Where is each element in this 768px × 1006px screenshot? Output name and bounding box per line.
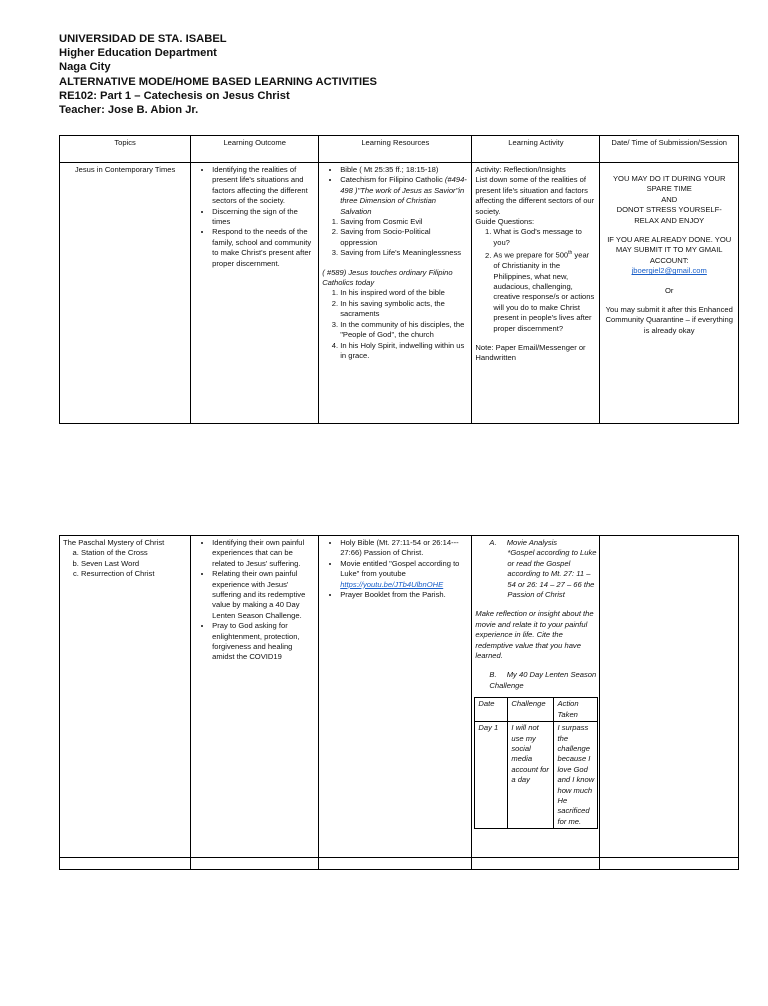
list-item: • Pray to God asking for enlightenment, protection, forgiveness and healing amidst the COVID19: [212, 621, 315, 663]
activity-a: [475, 538, 598, 548]
teacher-name: Teacher: Jose B. Abion Jr.: [59, 104, 199, 117]
list-item: 2. Saving from Socio-Political oppression: [340, 227, 468, 248]
list-item: [493, 248, 596, 334]
list-item: 1. What is God's message to you?: [493, 227, 596, 248]
lenten-challenge-table: [474, 697, 598, 829]
challenge-action: I surpass the challenge because I love God and I know how much He sacrificed for me.: [554, 722, 598, 829]
city-name: Naga City: [59, 61, 111, 74]
challenge-day: Day 1: [475, 722, 508, 829]
list-item: 1. In his inspired word of the bible: [340, 288, 468, 298]
activity-b: [475, 670, 598, 691]
superscript: th: [568, 250, 573, 257]
question-text: year of Christianity in the Philippines, what new, audacious, challenging, creative response/s or actions will you do to make Christ present in people's lives after proper discernment?: [493, 250, 595, 333]
challenge-text: I will not use my social media account for a day: [508, 722, 554, 829]
empty-cell: [472, 858, 600, 870]
challenge-header-challenge: Challenge: [508, 698, 554, 722]
submission-or: Or: [665, 285, 674, 295]
activity-note: Note: Paper Email/Messenger or Handwritten: [475, 343, 586, 363]
reflection-text: Make reflection or insight about the movie and relate it to your painful experience in life. Cite the redemptive value that you have learned.: [475, 609, 594, 661]
list-item: c. Resurrection of Christ: [81, 569, 187, 579]
table-row: [475, 698, 598, 722]
youtube-link[interactable]: https://youtu.be/JTb4UlbnOHE: [340, 579, 444, 589]
activities-table-1: [59, 135, 739, 424]
submission-text: DONOT STRESS YOURSELF- RELAX AND ENJOY: [616, 205, 722, 225]
table-row: [60, 163, 739, 424]
list-item: b. Seven Last Word: [81, 559, 187, 569]
outcome-cell: [191, 536, 319, 858]
topic-text: The Paschal Mystery of Christ: [63, 538, 165, 547]
list-item: 4. In his Holy Spirit, indwelling within us in grace.: [340, 341, 468, 362]
list-item: 3. In the community of his disciples, the "People of God", the church: [340, 320, 468, 341]
list-item: [340, 559, 468, 590]
list-item: 2. In his saving symbolic acts, the sacraments: [340, 299, 468, 320]
empty-cell: [191, 858, 319, 870]
list-item: • Identifying the realities of present life's situations and factors affecting the different sectors of the society.: [212, 165, 315, 207]
list-item: • Identifying their own painful experiences that can be related to Jesus' suffering.: [212, 538, 315, 569]
document-header: [59, 32, 739, 117]
list-item: • Discerning the sign of the times: [212, 207, 315, 228]
topic-cell: [60, 163, 191, 424]
submission-cell: [600, 536, 739, 858]
lenten-challenge-title: My 40 Day Lenten Season Challenge: [489, 670, 597, 690]
submission-cell: [600, 163, 739, 424]
department-name: Higher Education Department: [59, 47, 217, 60]
header-learning-activity: Learning Activity: [472, 136, 600, 163]
resources-cell: [319, 536, 472, 858]
header-topics: Topics: [60, 136, 191, 163]
list-item: [340, 175, 468, 217]
submission-text: AND: [661, 194, 678, 204]
table-row: [60, 858, 739, 870]
activity-title: Activity: Reflection/Insights: [475, 165, 566, 174]
table-header-row: [60, 136, 739, 163]
email-link[interactable]: jboergiel2@gmail.com: [631, 266, 707, 276]
movie-analysis-desc: *Gospel according to Luke or read the Gospel according to Mt. 27: 11 – 54 or 26: 14 – 27 – 66 the Passion of Christ: [507, 548, 597, 600]
list-item: • Respond to the needs of the family, school and community to make Christ's present after proper discernment.: [212, 227, 315, 269]
header-learning-outcome: Learning Outcome: [191, 136, 319, 163]
label-b: B.: [489, 670, 497, 680]
catechism-text: Catechism for Filipino Catholic: [340, 175, 445, 185]
activity-cell: [472, 536, 600, 858]
outcome-cell: [191, 163, 319, 424]
submission-text: YOU MAY DO IT DURING YOUR SPARE TIME: [612, 174, 726, 194]
submission-text: IF YOU ARE ALREADY DONE. YOU MAY SUBMIT IT TO MY GMAIL ACCOUNT:: [607, 235, 732, 265]
table-row: [60, 536, 739, 858]
submission-text: You may submit it after this Enhanced Community Quarantine – if everything is already okay: [605, 305, 733, 335]
guide-questions-label: Guide Questions:: [475, 217, 535, 227]
activity-instruction: List down some of the realities of present life's situation and factors affecting the different sectors of our society.: [475, 175, 595, 216]
list-item: • Relating their own painful experience with Jesus' suffering and its redemptive value by making a 40 Day Lenten Season Challenge.: [212, 569, 315, 621]
header-learning-resources: Learning Resources: [319, 136, 472, 163]
movie-text: Movie entitled "Gospel according to Luke" from youtube: [340, 558, 460, 579]
activities-table-2: [59, 535, 739, 870]
empty-cell: [319, 858, 472, 870]
question-text: As we prepare for 500: [493, 250, 569, 260]
list-item: 3. Saving from Life's Meaninglessness: [340, 248, 468, 258]
label-a: A.: [489, 538, 497, 547]
touches-text: ( #589) Jesus touches ordinary Filipino Catholics today: [322, 267, 453, 288]
movie-analysis-title: Movie Analysis: [506, 538, 558, 547]
challenge-header-action: Action Taken: [554, 698, 598, 722]
university-name: UNIVERSIDAD DE STA. ISABEL: [59, 33, 227, 45]
catechism-italic: (#494-498 )"The work of Jesus as Savior"in three Dimension of Christian Salvation: [340, 175, 467, 216]
list-item: a. Station of the Cross: [81, 548, 187, 558]
course-title: RE102: Part 1 – Catechesis on Jesus Christ: [59, 89, 290, 102]
header-submission: Date/ Time of Submission/Session: [600, 136, 739, 163]
document-title: ALTERNATIVE MODE/HOME BASED LEARNING ACTIVITIES: [59, 75, 378, 88]
empty-cell: [600, 858, 739, 870]
empty-cell: [60, 858, 191, 870]
topic-cell: [60, 536, 191, 858]
resources-cell: [319, 163, 472, 424]
topic-text: Jesus in Contemporary Times: [74, 165, 176, 174]
list-item: • Holy Bible (Mt. 27:11-54 or 26:14--- 27:66) Passion of Christ.: [340, 538, 468, 559]
table-row: [475, 722, 598, 829]
activity-cell: [472, 163, 600, 424]
list-item: 1. Saving from Cosmic Evil: [340, 217, 468, 227]
challenge-header-date: Date: [475, 698, 508, 722]
list-item: • Prayer Booklet from the Parish.: [340, 590, 468, 600]
list-item: • Bible ( Mt 25:35 ff.; 18:15-18): [340, 165, 468, 175]
